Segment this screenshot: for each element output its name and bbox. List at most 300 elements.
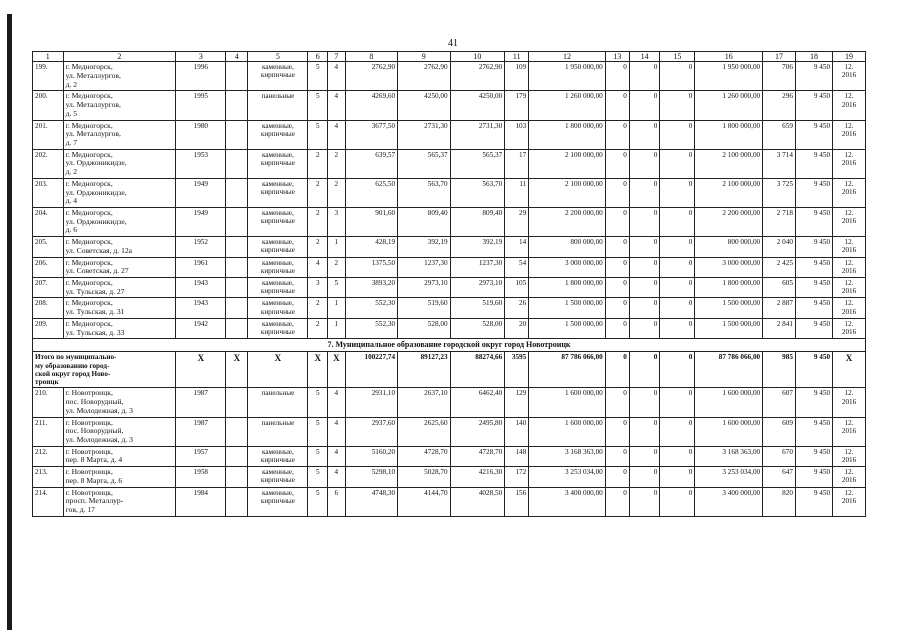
cost-owners: 1 950 000,00 (695, 62, 763, 91)
build-year: 1949 (176, 178, 226, 207)
cost-total: 1 500 000,00 (529, 298, 606, 318)
cost-owners: 800 000,00 (695, 237, 763, 257)
resident-count: 14 (505, 237, 529, 257)
deadline-line: 12. (844, 121, 854, 130)
row-number: 213. (33, 467, 64, 487)
house-address (63, 298, 176, 318)
cost-per-sqm: 985 (763, 352, 796, 388)
area-total: 5160,20 (345, 446, 397, 466)
deadline (833, 178, 866, 207)
cost-fund: 0 (605, 278, 629, 298)
house-row (33, 91, 866, 120)
cost-per-sqm: 2 841 (763, 318, 796, 338)
area-living: 565,37 (398, 149, 450, 178)
entrance-count: 6 (328, 487, 345, 516)
cost-total: 3 168 363,00 (529, 446, 606, 466)
entrance-count: 4 (328, 417, 345, 446)
column-number: 1 (33, 52, 64, 62)
house-row (33, 278, 866, 298)
deadline-line: 2016 (841, 71, 857, 80)
cost-total: 800 000,00 (529, 237, 606, 257)
area-total: 625,50 (345, 178, 397, 207)
column-number: 9 (398, 52, 450, 62)
cost-fund: 0 (605, 417, 629, 446)
column-number-row (33, 52, 866, 62)
cost-fund: 0 (605, 178, 629, 207)
house-address-line: ул. Орджоникидзе, (65, 216, 127, 226)
x-mark: X (328, 352, 345, 388)
cost-total: 1 600 000,00 (529, 388, 606, 417)
house-row (33, 237, 866, 257)
house-address-line: ул. Металлургов, (65, 129, 121, 139)
cost-total: 3 253 034,00 (529, 467, 606, 487)
house-row (33, 62, 866, 91)
deadline-line: 2016 (841, 188, 857, 197)
area-total: 1375,50 (345, 257, 397, 277)
x-mark: X (226, 352, 248, 388)
x-mark: X (308, 352, 328, 388)
house-address-line: г. Медногорск, (65, 298, 113, 308)
column-number: 3 (176, 52, 226, 62)
wall-material-line: каменные, (261, 447, 294, 456)
cost-total: 3 400 000,00 (529, 487, 606, 516)
row-number: 210. (33, 388, 64, 417)
deadline-line: 2016 (841, 158, 857, 167)
empty-cell (226, 237, 248, 257)
build-year: 1987 (176, 417, 226, 446)
build-year: 1958 (176, 467, 226, 487)
area-private: 1237,30 (450, 257, 505, 277)
row-number: 212. (33, 446, 64, 466)
house-address-line: г. Медногорск, (65, 207, 113, 217)
row-number: 207. (33, 278, 64, 298)
empty-cell (226, 487, 248, 516)
cost-budget: 0 (629, 278, 660, 298)
cost-fund: 0 (605, 91, 629, 120)
total-label-line: му образованию город- (35, 361, 110, 370)
empty-cell (226, 178, 248, 207)
build-year: 1953 (176, 149, 226, 178)
row-number: 214. (33, 487, 64, 516)
area-total: 552,30 (345, 318, 397, 338)
cost-budget: 0 (629, 446, 660, 466)
wall-material (248, 207, 308, 236)
area-private: 6462,40 (450, 388, 505, 417)
build-year: 1957 (176, 446, 226, 466)
wall-material-line: каменные, (261, 279, 294, 287)
cost-limit: 9 450 (795, 318, 832, 338)
resident-count: 156 (505, 487, 529, 516)
build-year: 1942 (176, 318, 226, 338)
cost-per-sqm: 2 040 (763, 237, 796, 257)
house-address-line: ул. Тульская, д. 27 (65, 286, 125, 296)
cost-per-sqm: 2 718 (763, 207, 796, 236)
area-private: 565,37 (450, 149, 505, 178)
cost-budget: 0 (629, 257, 660, 277)
house-address-line: ул. Орджоникидзе, (65, 158, 127, 168)
area-private: 528,00 (450, 318, 505, 338)
deadline (833, 207, 866, 236)
wall-material-line: кирпичные (260, 71, 295, 80)
cost-budget: 0 (629, 487, 660, 516)
house-address-line: гов, д. 17 (65, 505, 95, 515)
cost-budget: 0 (629, 62, 660, 91)
deadline-line: 12. (844, 488, 854, 497)
entrance-count: 4 (328, 467, 345, 487)
cost-local: 0 (660, 467, 695, 487)
cost-fund: 0 (605, 298, 629, 318)
row-number: 209. (33, 318, 64, 338)
build-year: 1995 (176, 91, 226, 120)
cost-budget: 0 (629, 417, 660, 446)
entrance-count: 1 (328, 237, 345, 257)
cost-budget: 0 (629, 467, 660, 487)
cost-fund: 0 (605, 467, 629, 487)
area-living: 528,00 (398, 318, 450, 338)
deadline-line: 12. (844, 279, 854, 287)
deadline (833, 120, 866, 149)
total-label-line: троицк (35, 378, 59, 387)
cost-per-sqm: 2 887 (763, 298, 796, 318)
house-address-line: ул. Тульская, д. 31 (65, 307, 125, 317)
entrance-count: 4 (328, 388, 345, 417)
cost-local: 0 (660, 91, 695, 120)
build-year: 1987 (176, 388, 226, 417)
wall-material-line: кирпичные (260, 158, 295, 167)
resident-count: 172 (505, 467, 529, 487)
wall-material-line: каменные, (261, 488, 294, 497)
wall-material-line: каменные, (261, 179, 294, 188)
house-address (63, 467, 176, 487)
total-label (33, 352, 176, 388)
cost-fund: 0 (605, 318, 629, 338)
deadline-line: 12. (844, 150, 854, 159)
column-number: 2 (63, 52, 176, 62)
house-address-line: ул. Тульская, д. 33 (65, 327, 125, 337)
resident-count: 140 (505, 417, 529, 446)
area-total: 639,57 (345, 149, 397, 178)
house-address-line: г. Медногорск, (65, 278, 113, 287)
cost-per-sqm: 820 (763, 487, 796, 516)
deadline-line: 12. (844, 92, 854, 101)
area-living: 5028,70 (398, 467, 450, 487)
empty-cell (226, 467, 248, 487)
cost-total: 1 600 000,00 (529, 417, 606, 446)
area-living: 2762,90 (398, 62, 450, 91)
house-row (33, 120, 866, 149)
page-number: 41 (448, 38, 458, 49)
area-total: 552,30 (345, 298, 397, 318)
row-number: 211. (33, 417, 64, 446)
house-address-line: д. 7 (65, 137, 78, 147)
house-row (33, 487, 866, 516)
area-total: 3677,50 (345, 120, 397, 149)
column-number: 17 (763, 52, 796, 62)
wall-material (248, 62, 308, 91)
cost-budget: 0 (629, 120, 660, 149)
house-address-line: г. Медногорск, (65, 62, 113, 72)
wall-material-line: кирпичные (260, 456, 295, 465)
cost-fund: 0 (605, 352, 629, 388)
build-year: 1949 (176, 207, 226, 236)
house-row (33, 388, 866, 417)
cost-local: 0 (660, 388, 695, 417)
cost-total: 3 000 000,00 (529, 257, 606, 277)
deadline (833, 446, 866, 466)
house-address (63, 388, 176, 417)
cost-total: 1 260 000,00 (529, 91, 606, 120)
deadline-line: 12. (844, 468, 854, 477)
entrance-count: 4 (328, 62, 345, 91)
build-year: 1980 (176, 120, 226, 149)
deadline-line: 12. (844, 208, 854, 217)
deadline (833, 91, 866, 120)
cost-local: 0 (660, 120, 695, 149)
house-address-line: д. 2 (65, 167, 78, 177)
deadline-line: 12. (844, 63, 854, 72)
deadline-line: 12. (844, 319, 854, 328)
deadline (833, 298, 866, 318)
cost-budget: 0 (629, 352, 660, 388)
wall-material (248, 446, 308, 466)
deadline (833, 487, 866, 516)
cost-limit: 9 450 (795, 446, 832, 466)
area-living: 2625,60 (398, 417, 450, 446)
wall-material (248, 388, 308, 417)
x-mark: X (248, 352, 308, 388)
deadline-line: 12. (844, 447, 854, 456)
deadline (833, 318, 866, 338)
cost-local: 0 (660, 278, 695, 298)
empty-cell (226, 257, 248, 277)
entrance-count: 5 (328, 278, 345, 298)
floor-count: 5 (308, 417, 328, 446)
cost-local: 0 (660, 298, 695, 318)
wall-material (248, 237, 308, 257)
section-title: 7. Муниципальное образование городской округ город Новотроицк (33, 339, 866, 352)
row-number: 199. (33, 62, 64, 91)
resident-count: 11 (505, 178, 529, 207)
cost-fund: 0 (605, 120, 629, 149)
build-year: 1943 (176, 278, 226, 298)
cost-limit: 9 450 (795, 62, 832, 91)
area-private: 4028,50 (450, 487, 505, 516)
house-address-line: д. 5 (65, 108, 78, 118)
resident-count: 148 (505, 446, 529, 466)
cost-total: 2 100 000,00 (529, 149, 606, 178)
cost-owners: 1 500 000,00 (695, 298, 763, 318)
area-private: 809,40 (450, 207, 505, 236)
cost-local: 0 (660, 487, 695, 516)
empty-cell (226, 278, 248, 298)
cost-limit: 9 450 (795, 298, 832, 318)
area-total: 2937,60 (345, 417, 397, 446)
row-number: 203. (33, 178, 64, 207)
cost-per-sqm: 2 425 (763, 257, 796, 277)
wall-material-line: каменные, (261, 319, 294, 328)
wall-material-line: кирпичные (260, 266, 295, 275)
cost-limit: 9 450 (795, 417, 832, 446)
house-row (33, 257, 866, 277)
empty-cell (226, 91, 248, 120)
house-address-line: г. Медногорск, (65, 178, 113, 188)
deadline (833, 237, 866, 257)
column-number: 16 (695, 52, 763, 62)
cost-budget: 0 (629, 91, 660, 120)
house-address-line: г. Новотроицк, (65, 487, 113, 497)
area-private: 4216,30 (450, 467, 505, 487)
house-address-line: д. 4 (65, 196, 78, 206)
empty-cell (226, 298, 248, 318)
house-row (33, 318, 866, 338)
cost-total: 87 786 066,00 (529, 352, 606, 388)
build-year: 1961 (176, 257, 226, 277)
area-living: 392,19 (398, 237, 450, 257)
house-row (33, 178, 866, 207)
entrance-count: 3 (328, 207, 345, 236)
cost-local: 0 (660, 352, 695, 388)
wall-material-line: каменные, (261, 468, 294, 477)
house-address-line: д. 2 (65, 79, 78, 89)
house-address (63, 257, 176, 277)
column-number: 6 (308, 52, 328, 62)
area-private: 2495,80 (450, 417, 505, 446)
row-number: 201. (33, 120, 64, 149)
resident-count: 109 (505, 62, 529, 91)
floor-count: 5 (308, 467, 328, 487)
cost-owners: 1 600 000,00 (695, 417, 763, 446)
cost-owners: 3 253 034,00 (695, 467, 763, 487)
area-private: 88274,66 (450, 352, 505, 388)
housing-register-table (32, 51, 866, 517)
cost-owners: 1 260 000,00 (695, 91, 763, 120)
build-year: 1984 (176, 487, 226, 516)
entrance-count: 2 (328, 149, 345, 178)
cost-budget: 0 (629, 318, 660, 338)
cost-budget: 0 (629, 298, 660, 318)
wall-material-line: панельные (261, 92, 295, 101)
floor-count: 2 (308, 207, 328, 236)
wall-material-line: кирпичные (260, 476, 295, 485)
deadline-line: 2016 (841, 307, 857, 316)
empty-cell (226, 318, 248, 338)
row-number: 204. (33, 207, 64, 236)
area-private: 2731,30 (450, 120, 505, 149)
cost-total: 1 500 000,00 (529, 318, 606, 338)
entrance-count: 4 (328, 120, 345, 149)
area-private: 4250,00 (450, 91, 505, 120)
house-address (63, 278, 176, 298)
cost-per-sqm: 670 (763, 446, 796, 466)
column-number: 4 (226, 52, 248, 62)
column-number: 8 (345, 52, 397, 62)
wall-material (248, 417, 308, 446)
area-private: 392,19 (450, 237, 505, 257)
area-living: 519,60 (398, 298, 450, 318)
build-year: 1996 (176, 62, 226, 91)
entrance-count: 4 (328, 446, 345, 466)
row-number: 205. (33, 237, 64, 257)
house-row (33, 298, 866, 318)
cost-total: 1 800 000,00 (529, 120, 606, 149)
cost-per-sqm: 605 (763, 278, 796, 298)
deadline (833, 278, 866, 298)
cost-fund: 0 (605, 487, 629, 516)
deadline (833, 149, 866, 178)
house-address-line: г. Медногорск, (65, 120, 113, 130)
floor-count: 2 (308, 298, 328, 318)
floor-count: 5 (308, 120, 328, 149)
build-year: 1952 (176, 237, 226, 257)
house-address-line: г. Медногорск, (65, 318, 113, 328)
cost-per-sqm: 607 (763, 388, 796, 417)
area-living: 2731,30 (398, 120, 450, 149)
cost-fund: 0 (605, 207, 629, 236)
house-address-line: ул. Советская, д. 27 (65, 266, 129, 276)
wall-material-line: кирпичные (260, 217, 295, 226)
area-living: 89127,23 (398, 352, 450, 388)
floor-count: 5 (308, 487, 328, 516)
area-living: 563,70 (398, 178, 450, 207)
house-address-line: г. Медногорск, (65, 149, 113, 159)
deadline-line: 2016 (841, 456, 857, 465)
cost-local: 0 (660, 178, 695, 207)
entrance-count: 2 (328, 178, 345, 207)
house-address-line: г. Новотроицк, (65, 417, 113, 427)
column-number: 10 (450, 52, 505, 62)
area-private: 2973,10 (450, 278, 505, 298)
deadline-line: 12. (844, 258, 854, 267)
cost-limit: 9 450 (795, 207, 832, 236)
floor-count: 2 (308, 318, 328, 338)
wall-material (248, 487, 308, 516)
area-living: 2637,10 (398, 388, 450, 417)
row-number: 200. (33, 91, 64, 120)
deadline-line: 2016 (841, 217, 857, 226)
wall-material-line: кирпичные (260, 328, 295, 337)
deadline (833, 257, 866, 277)
house-address-line: ул. Молодежная, д. 3 (65, 435, 133, 445)
cost-total: 1 950 000,00 (529, 62, 606, 91)
cost-per-sqm: 296 (763, 91, 796, 120)
area-private: 4728,70 (450, 446, 505, 466)
resident-count: 103 (505, 120, 529, 149)
resident-count: 26 (505, 298, 529, 318)
floor-count: 4 (308, 257, 328, 277)
deadline-line: 2016 (841, 266, 857, 275)
cost-per-sqm: 609 (763, 417, 796, 446)
cost-owners: 3 400 000,00 (695, 487, 763, 516)
house-address (63, 446, 176, 466)
resident-count: 17 (505, 149, 529, 178)
deadline-line: 12. (844, 418, 854, 427)
resident-count: 20 (505, 318, 529, 338)
cost-fund: 0 (605, 62, 629, 91)
area-private: 2762,90 (450, 62, 505, 91)
wall-material-line: кирпичные (260, 496, 295, 505)
wall-material (248, 91, 308, 120)
x-mark: X (176, 352, 226, 388)
house-address (63, 62, 176, 91)
wall-material-line: каменные, (261, 238, 294, 247)
house-address-line: г. Новотроицк, (65, 388, 113, 398)
wall-material-line: каменные, (261, 150, 294, 159)
entrance-count: 1 (328, 318, 345, 338)
cost-per-sqm: 706 (763, 62, 796, 91)
deadline-line: 2016 (841, 496, 857, 505)
x-mark: X (833, 352, 866, 388)
cost-total: 2 100 000,00 (529, 178, 606, 207)
